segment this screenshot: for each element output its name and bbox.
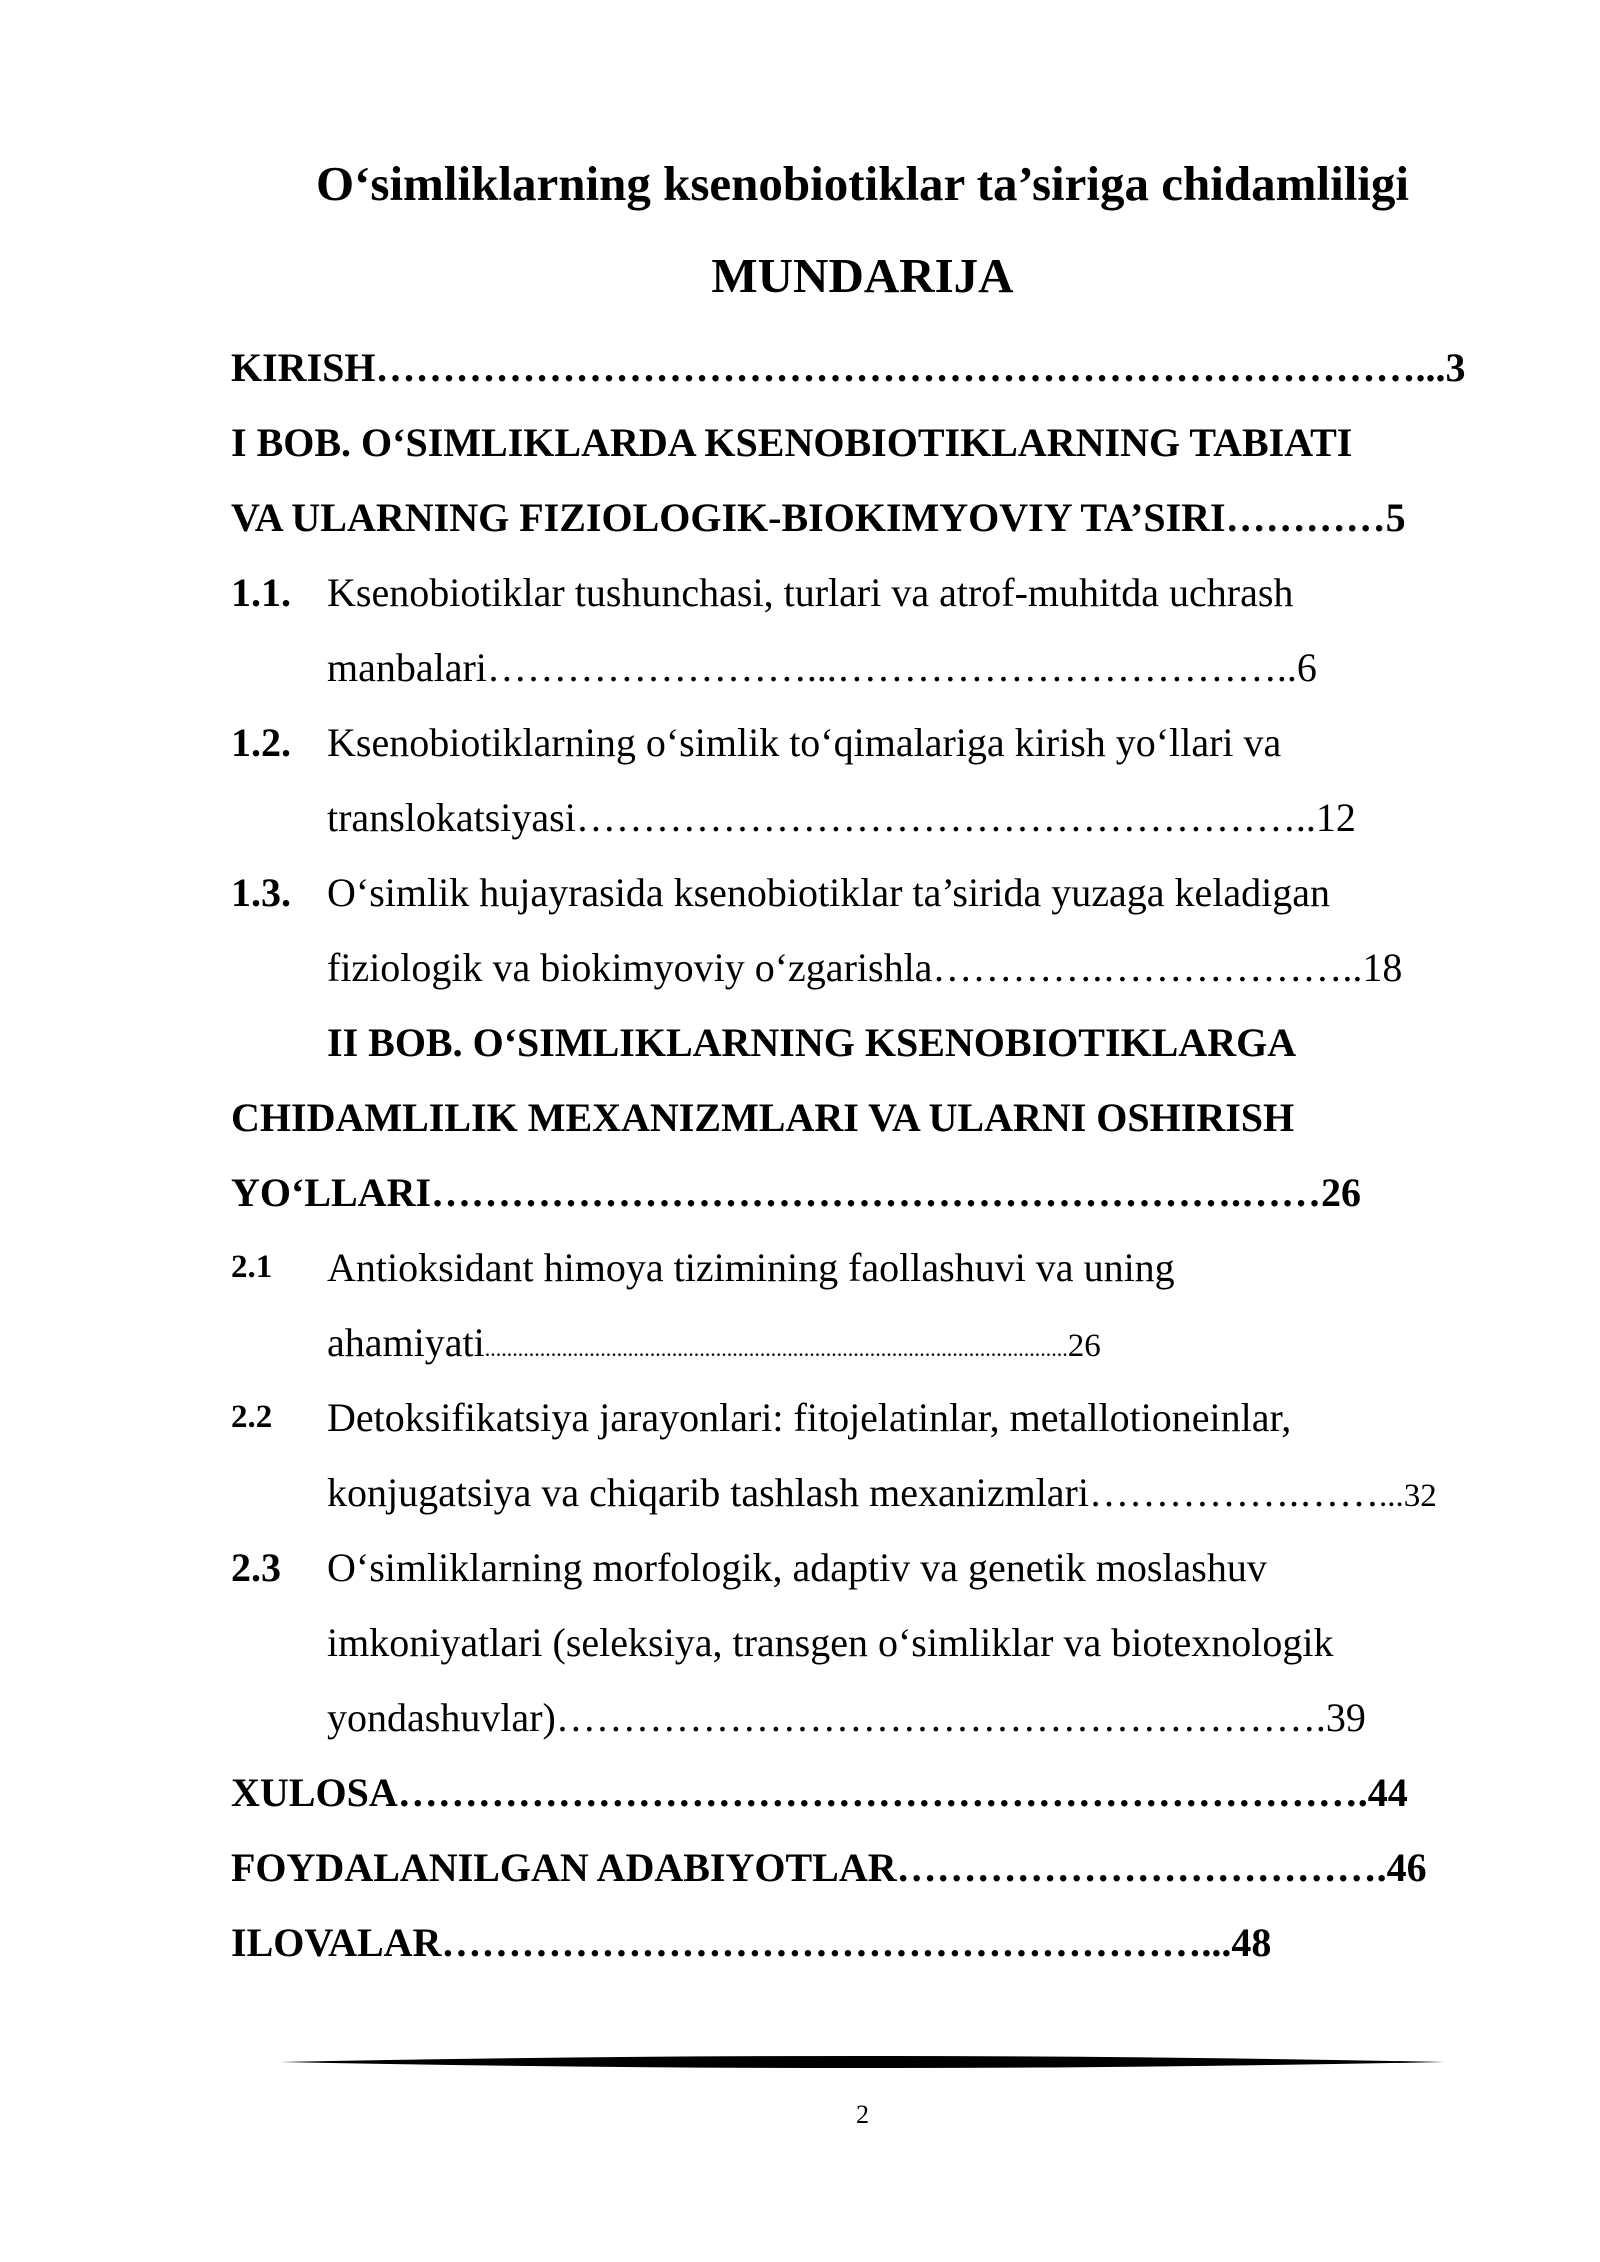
toc-entry-label: konjugatsiya va chiqarib tashlash mexanizmlari…………….…… xyxy=(327,1470,1379,1515)
section-number: 1.1. xyxy=(231,570,291,615)
toc-entry-label: fiziologik va biokimyoviy o‘zgarishla………….………………..18 xyxy=(327,945,1403,990)
page-ref: 26 xyxy=(1067,1328,1101,1364)
toc-entry-label: ahamiyati xyxy=(327,1320,485,1365)
toc-entry-label: Antioksidant himoya tizimining faollashuvi va uning xyxy=(327,1245,1175,1290)
toc-entry-bob2-cont[interactable] xyxy=(231,1080,1495,1155)
toc-entry-label: VA ULARNING FIZIOLOGIK-BIOKIMYOVIY TA’SIRI…………5 xyxy=(231,495,1406,540)
toc-entry-1-3[interactable] xyxy=(231,855,1495,930)
section-number: 1.2. xyxy=(231,720,291,765)
toc-entry-label-wrap xyxy=(327,1455,1495,1530)
page-number: 2 xyxy=(856,2100,869,2129)
toc-entry-label: O‘simliklarning morfologik, adaptiv va genetik moslashuv xyxy=(327,1545,1267,1590)
toc-entry-label: O‘simlik hujayrasida ksenobiotiklar ta’sirida yuzaga keladigan xyxy=(327,870,1331,915)
toc-entry-label: I BOB. O‘SIMLIKLARDA KSENOBIOTIKLARNING TABIATI xyxy=(231,420,1353,465)
section-number: 2.2 xyxy=(231,1399,273,1435)
toc-entry-label: Ksenobiotiklar tushunchasi, turlari va atrof-muhitda uchrash xyxy=(327,570,1294,615)
toc-entry-1-3-cont[interactable] xyxy=(231,930,1495,1005)
toc-entry-label: Ksenobiotiklarning o‘simlik to‘qimalariga kirish yo‘llari va xyxy=(327,720,1282,765)
toc-entry-1-1[interactable] xyxy=(231,555,1495,630)
toc-entry-label: FOYDALANILGAN ADABIYOTLAR……………………………….46 xyxy=(231,1845,1427,1890)
toc-entry-label: manbalari……………………...……………………………..6 xyxy=(327,645,1317,690)
toc-entry-label: YO‘LLARI…………………………………………………….……26 xyxy=(231,1170,1362,1215)
toc-entry-bob2[interactable] xyxy=(231,1005,1495,1080)
toc-entry-adabiyotlar[interactable] xyxy=(231,1830,1495,1905)
section-number: 2.3 xyxy=(231,1545,281,1590)
toc-entry-label: imkoniyatlari (seleksiya, transgen o‘simliklar va biotexnologik xyxy=(327,1620,1334,1665)
dot-leader: .......................................................................................................... xyxy=(484,1336,1068,1361)
toc-entry-2-3-cont2[interactable] xyxy=(231,1680,1495,1755)
section-number: 2.1 xyxy=(231,1249,273,1285)
page-ref: ...32 xyxy=(1379,1478,1437,1514)
footer-divider xyxy=(280,2052,1445,2072)
toc-entry-label: yondashuvlar)………………………………………………….39 xyxy=(327,1695,1366,1740)
toc-entry-1-2[interactable] xyxy=(231,705,1495,780)
toc-entry-label: Detoksifikatsiya jarayonlari: fitojelatinlar, metallotioneinlar, xyxy=(327,1395,1292,1440)
toc-entry-label: translokatsiyasi………………………………………………..12 xyxy=(327,795,1356,840)
toc-heading: MUNDARIJA xyxy=(711,248,1014,303)
toc-entry-label: II BOB. O‘SIMLIKLARNING KSENOBIOTIKLARGA xyxy=(327,1020,1297,1065)
toc-entry-label: XULOSA……………………………………………………………….44 xyxy=(231,1770,1408,1815)
toc-entry-bob2-cont2[interactable] xyxy=(231,1155,1495,1230)
toc-entry-1-1-cont[interactable] xyxy=(231,630,1495,705)
toc-entry-2-2-cont[interactable] xyxy=(231,1455,1495,1530)
document-title: O‘simliklarning ksenobiotiklar ta’siriga chidamliligi xyxy=(315,156,1410,211)
toc-entry-label: KIRISH……………………………………………………………………...3 xyxy=(231,345,1466,390)
toc-entry-label: CHIDAMLILIK MEXANIZMLARI VA ULARNI OSHIRISH xyxy=(231,1095,1295,1140)
toc-entry-xulosa[interactable] xyxy=(231,1755,1495,1830)
toc-entry-ilovalar[interactable] xyxy=(231,1905,1495,1980)
toc-entry-2-1-cont[interactable] xyxy=(231,1305,1495,1380)
toc-entry-label: ILOVALAR…………………………………………………...48 xyxy=(231,1920,1272,1965)
toc-entry-2-3[interactable] xyxy=(231,1530,1495,1605)
toc-entry-bob1[interactable] xyxy=(231,405,1495,480)
toc-entry-2-3-cont[interactable] xyxy=(231,1605,1495,1680)
toc-entry-2-2[interactable] xyxy=(231,1380,1495,1455)
toc-entry-label-wrap xyxy=(327,1305,1495,1380)
toc-entry-bob1-cont[interactable] xyxy=(231,480,1495,555)
toc-entry-kirish[interactable] xyxy=(231,330,1495,405)
section-number: 1.3. xyxy=(231,870,291,915)
toc-entry-1-2-cont[interactable] xyxy=(231,780,1495,855)
toc-entry-2-1[interactable] xyxy=(231,1230,1495,1305)
